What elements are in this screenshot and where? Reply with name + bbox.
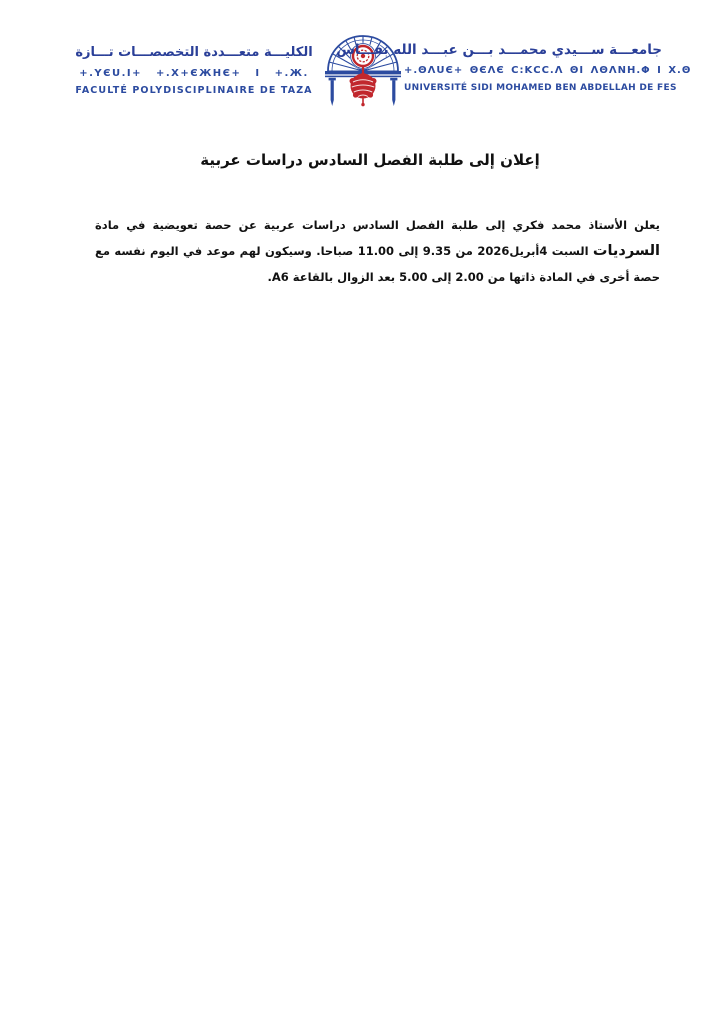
paragraph-segment-2: السبت 4أبريل2026 من 9.35 إلى 11.00 [357, 244, 593, 258]
paragraph-segment-1: يعلن الأستاذ محمد فكري إلى طلبة الفصل السادس دراسات عربية عن حصة تعويضية في مادة [95, 218, 660, 232]
paragraph-segment-3: صباحا. وسيكون لهم موعد في اليوم نفسه مع حصة أخرى في المادة ذاتها من 2.00 إلى 5.00 بعد الزوال بالقاعة A6. [95, 244, 660, 284]
university-block [336, 41, 692, 94]
faculty-block [68, 44, 320, 97]
announcement-title: إعلان إلى طلبة الفصل السادس دراسات عربية [200, 151, 540, 169]
university-name-tifinagh: +.ΘΛUЄ+ ΘЄΛЄ C:ΚCC.Λ ΘΙ ΛΘΛΝΗ.Φ Ι X.Θ [404, 65, 692, 76]
faculty-name-french: FACULTÉ POLYDISCIPLINAIRE DE TAZA [75, 85, 313, 96]
university-name-french: UNIVERSITÉ SIDI MOHAMED BEN ABDELLAH DE FES [404, 83, 677, 93]
course-name-bold: السرديات [592, 243, 661, 259]
faculty-name-tifinagh: +.ΥЄU.Ι+ +.X+ЄЖНЄ+ Ι +.Ж. [79, 68, 309, 79]
university-name-arabic: جامعـــة ســـيدي محمـــد بـــن عبـــد الله بفـــاس [336, 42, 662, 58]
letterhead [0, 0, 724, 120]
announcement-paragraph [95, 212, 660, 290]
faculty-name-arabic: الكليـــة متعـــددة التخصصـــات تـــازة [75, 45, 313, 60]
